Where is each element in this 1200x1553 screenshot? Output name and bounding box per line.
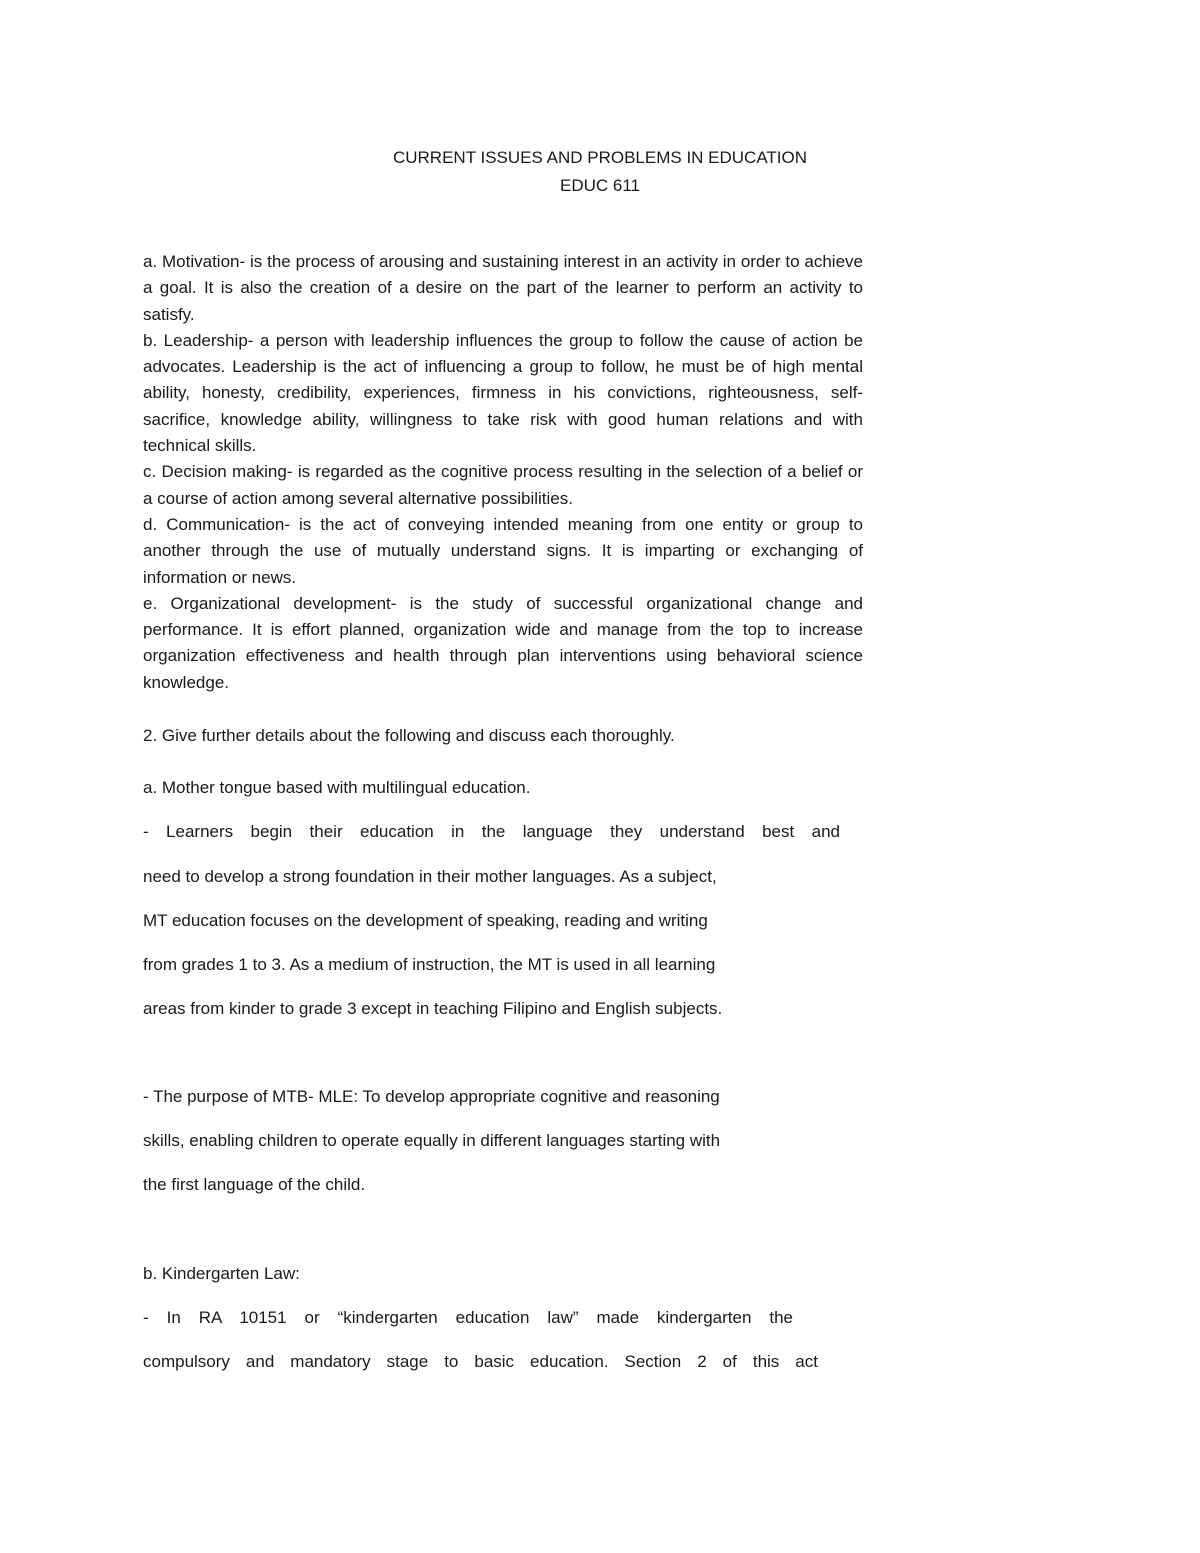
item-b-heading: b. Kindergarten Law: — [143, 1264, 300, 1283]
definition-leadership: b. Leadership- a person with leadership influences the group to follow the cause of action be advocates. Leadership is the act of influencing a group to follow, he must be of high mental ability, honesty, credibility, experiences, firmness in his convictions, righteousness, self- sacrifice, knowledge ability, willingness to take risk with good human relations and with technical skills. — [143, 330, 863, 456]
definition-communication: d. Communication- is the act of conveying intended meaning from one entity or group to another through the use of mutually understand signs. It is imparting or exchanging of information or news. — [143, 514, 863, 587]
item-b-paragraph-line-1: - In RA 10151 or “kindergarten education law” made kindergarten the — [143, 1308, 793, 1327]
definition-organizational-development: e. Organizational development- is the study of successful organizational change and performance. It is effort planned, organization wide and manage from the top to increase organization effectiveness and health through plan interventions using behavioral science knowledge. — [143, 593, 863, 692]
definition-decision-making: c. Decision making- is regarded as the cognitive process resulting in the selection of a belief or a course of action among several alternative possibilities. — [143, 462, 863, 508]
item-a-paragraph-1-line-5: areas from kinder to grade 3 except in teaching Filipino and English subjects. — [143, 999, 723, 1018]
item-a-paragraph-2-line-3: the first language of the child. — [143, 1175, 366, 1194]
question-2: 2. Give further details about the following and discuss each thoroughly. — [143, 726, 675, 745]
item-a-paragraph-1-line-2: need to develop a strong foundation in their mother languages. As a subject, — [143, 867, 717, 886]
document-header — [0, 144, 1200, 200]
document-title: CURRENT ISSUES AND PROBLEMS IN EDUCATION — [392, 148, 808, 167]
item-a-paragraph-1-line-1: - Learners begin their education in the language they understand best and — [143, 822, 840, 841]
item-a-paragraph-2-line-1: - The purpose of MTB- MLE: To develop appropriate cognitive and reasoning — [143, 1087, 720, 1106]
item-b-paragraph-line-2: compulsory and mandatory stage to basic education. Section 2 of this act — [143, 1352, 818, 1371]
item-a-paragraph-2-line-2: skills, enabling children to operate equally in different languages starting with — [143, 1131, 721, 1150]
definition-motivation: a. Motivation- is the process of arousing and sustaining interest in an activity in order to achieve a goal. It is also the creation of a desire on the part of the learner to perform an activity to satisfy. — [143, 252, 863, 324]
definitions-list — [143, 249, 863, 696]
item-a-paragraph-1-line-4: from grades 1 to 3. As a medium of instruction, the MT is used in all learning — [143, 955, 716, 974]
item-a-heading: a. Mother tongue based with multilingual education. — [143, 778, 531, 797]
item-a-paragraph-1-line-3: MT education focuses on the development of speaking, reading and writing — [143, 911, 708, 930]
course-code: EDUC 611 — [560, 176, 640, 195]
